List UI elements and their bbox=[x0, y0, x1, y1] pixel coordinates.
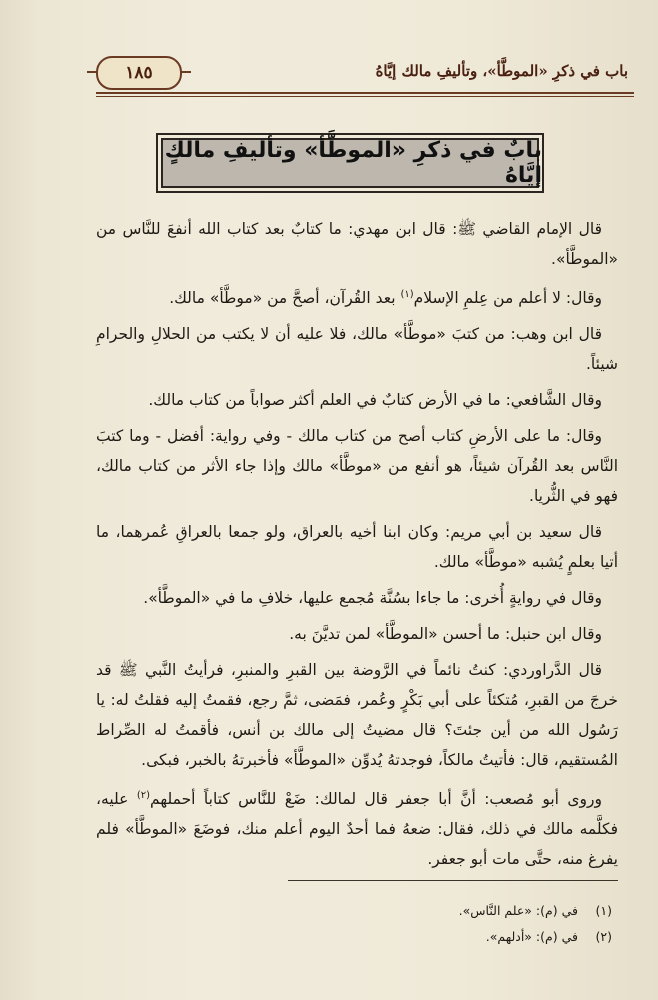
paragraph bbox=[96, 583, 618, 613]
page-number-frame bbox=[96, 56, 182, 90]
paragraph bbox=[96, 781, 618, 874]
footnote-separator bbox=[288, 880, 618, 881]
paragraph bbox=[96, 517, 618, 577]
page-header bbox=[96, 58, 634, 94]
footnote-number: (٢) bbox=[595, 929, 612, 944]
footnote-text: في (م): «أدلهم». bbox=[485, 929, 578, 944]
paragraph-text: بعد القُرآن، أصحَّ من «موطَّأ» مالك. bbox=[169, 289, 401, 308]
paragraph-text: قال سعيد بن أبي مريم: وكان ابنا أخيه بالعراق، ولو جمعا بالعراقِ عُمرهما، ما أتيا بعلمٍ يُشبه «موطَّأ» مالك. bbox=[96, 523, 618, 572]
footnote-text: في (م): «علم النَّاس». bbox=[458, 903, 578, 918]
paragraph-text: قال الإمام القاضي ﷺ: قال ابن مهدي: ما كتابٌ بعد كتاب الله أنفعَ للنَّاس من «الموطَّأ». bbox=[96, 220, 618, 268]
paragraph-text: وقال: ما على الأرضِ كتاب أصح من كتاب مالك - وفي رواية: أفضل - وما كتبَ النَّاس بعد القُرآن شيئاً، هو أنفع من «موطَّأ» مالك وإذا جاء الأثر من كتاب مالك، فهو في الثُّريا. bbox=[96, 427, 618, 506]
body-text bbox=[96, 214, 618, 880]
running-title: باب في ذكرِ «الموطَّأ»، وتأليفِ مالك إيَّاهُ bbox=[375, 62, 628, 80]
page-number: ١٨٥ bbox=[125, 63, 153, 83]
footnote bbox=[96, 898, 618, 924]
paragraph-text: وقال الشَّافعي: ما في الأرض كتابٌ في العلم أكثر صواباً من كتاب مالك. bbox=[148, 391, 602, 410]
paragraph-text: وروى أبو مُصعب: أنَّ أبا جعفر قال لمالك: ضَعْ للنَّاس كتاباً أحملهم bbox=[150, 790, 602, 809]
paragraph bbox=[96, 619, 618, 649]
paragraph bbox=[96, 421, 618, 511]
paragraph-text: وقال: لا أعلم من عِلمِ الإسلام bbox=[413, 289, 602, 308]
paragraph-text: قال ابن وهب: من كتبَ «موطَّأ» مالك، فلا عليه أن لا يكتب من الحلالِ والحرامِ شيئاً. bbox=[96, 325, 618, 374]
header-rule bbox=[96, 92, 634, 94]
paragraph bbox=[96, 280, 618, 313]
paragraph bbox=[96, 319, 618, 379]
footnotes bbox=[96, 898, 618, 950]
paragraph-text: وقال في روايةٍ أُخرى: ما جاءا بسُنَّة مُجمع عليها، خلافِ ما في «الموطَّأ». bbox=[143, 589, 602, 608]
paragraph-text: قال الدَّراوردي: كنتُ نائماً في الرَّوضة بين القبرِ والمنبرِ، فرأيتُ النَّبي ﷺ قد خرجَ من القبرِ، مُتكئاً على أبي بَكْرٍ وعُمر، فمَضى، ثمَّ رجع، فقمتُ إليه فقلتُ له: يا رَسُول الله من أين جئتَ؟ قال مضيتُ إلى مالك بن أنس، فأقمتُ له الصِّراط المُستقيم، قال: فأتيتُ مالكاً، فوجدتهُ يُدوِّن «الموطَّأ» فأخبرتهُ بالخبر، فبكى. bbox=[96, 661, 618, 770]
paragraph-text: وقال ابن حنبل: ما أحسن «الموطَّأ» لمن تديَّنَ به. bbox=[289, 625, 602, 644]
paragraph bbox=[96, 655, 618, 775]
footnote-number: (١) bbox=[595, 903, 612, 918]
paragraph bbox=[96, 214, 618, 274]
footnote-reference[interactable]: (١) bbox=[400, 289, 414, 300]
footnote-reference[interactable]: (٢) bbox=[136, 790, 151, 802]
footnote bbox=[96, 924, 618, 950]
chapter-title-frame bbox=[156, 133, 544, 193]
paragraph bbox=[96, 385, 618, 415]
chapter-title: بابٌ في ذكرِ «الموطَّأ» وتأليفِ مالكٍ إيَّاهُ bbox=[164, 138, 542, 188]
header-rule-thin bbox=[96, 96, 634, 97]
paragraph-text: عليه، فكلَّمه مالك في ذلك، فقال: ضعهُ فما أحدٌ اليوم أعلم منك، فوضَعَ «الموطَّأ» فلم يفرغ منه، حتَّى مات أبو جعفر. bbox=[96, 790, 618, 869]
